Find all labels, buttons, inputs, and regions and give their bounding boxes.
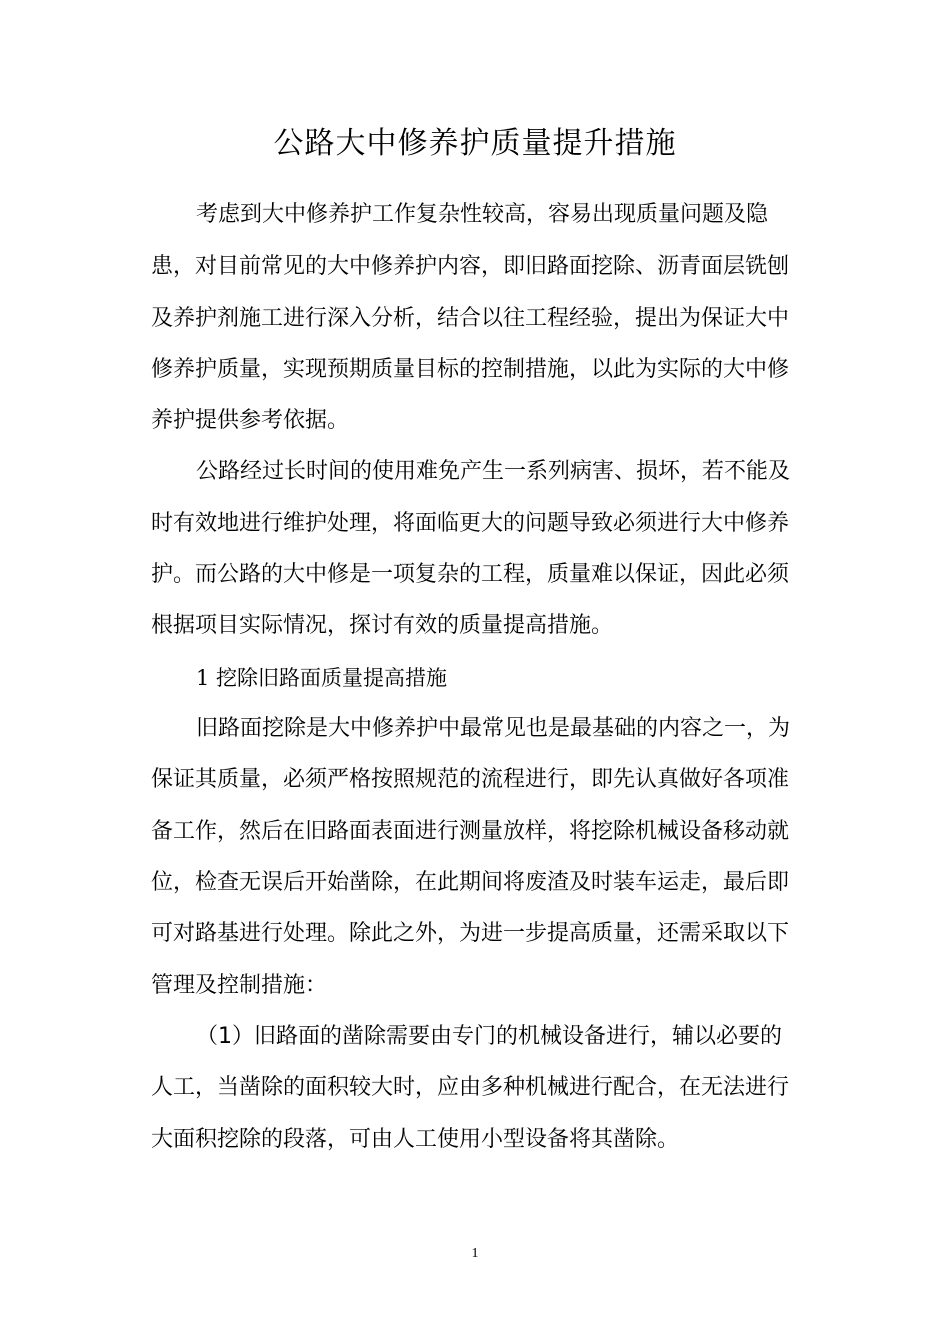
section1-line-5: 可对路基进行处理。除此之外，为进一步提高质量，还需采取以下 [151, 921, 790, 946]
section-1-heading: 1 挖除旧路面质量提高措施 [196, 666, 448, 690]
intro-line-1: 考虑到大中修养护工作复杂性较高，容易出现质量问题及隐 [196, 202, 769, 227]
background-line-1: 公路经过长时间的使用难免产生一系列病害、损坏，若不能及 [196, 459, 791, 484]
item1-line-1: （1）旧路面的凿除需要由专门的机械设备进行，辅以必要的 [196, 1024, 782, 1049]
page-number: 1 [471, 1246, 479, 1261]
background-line-3: 护。而公路的大中修是一项复杂的工程，质量难以保证，因此必须 [151, 562, 790, 587]
intro-line-4: 修养护质量，实现预期质量目标的控制措施，以此为实际的大中修 [151, 357, 790, 382]
intro-line-2: 患，对目前常见的大中修养护内容，即旧路面挖除、沥青面层铣刨 [151, 254, 790, 279]
section1-line-1: 旧路面挖除是大中修养护中最常见也是最基础的内容之一，为 [196, 716, 791, 741]
intro-line-3: 及养护剂施工进行深入分析，结合以往工程经验，提出为保证大中 [151, 306, 790, 331]
item1-line-2: 人工，当凿除的面积较大时，应由多种机械进行配合，在无法进行 [151, 1075, 790, 1100]
section1-line-2: 保证其质量，必须严格按照规范的流程进行，即先认真做好各项准 [151, 767, 790, 792]
section1-line-3: 备工作，然后在旧路面表面进行测量放样，将挖除机械设备移动就 [151, 819, 790, 844]
intro-line-5: 养护提供参考依据。 [151, 408, 350, 433]
page-title: 公路大中修养护质量提升措施 [273, 126, 677, 161]
background-line-4: 根据项目实际情况，探讨有效的质量提高措施。 [151, 613, 614, 638]
background-line-2: 时有效地进行维护处理，将面临更大的问题导致必须进行大中修养 [151, 511, 790, 536]
item1-line-3: 大面积挖除的段落，可由人工使用小型设备将其凿除。 [151, 1127, 680, 1152]
section1-line-6: 管理及控制措施： [151, 973, 328, 998]
section1-line-4: 位，检查无误后开始凿除，在此期间将废渣及时装车运走，最后即 [151, 870, 790, 895]
